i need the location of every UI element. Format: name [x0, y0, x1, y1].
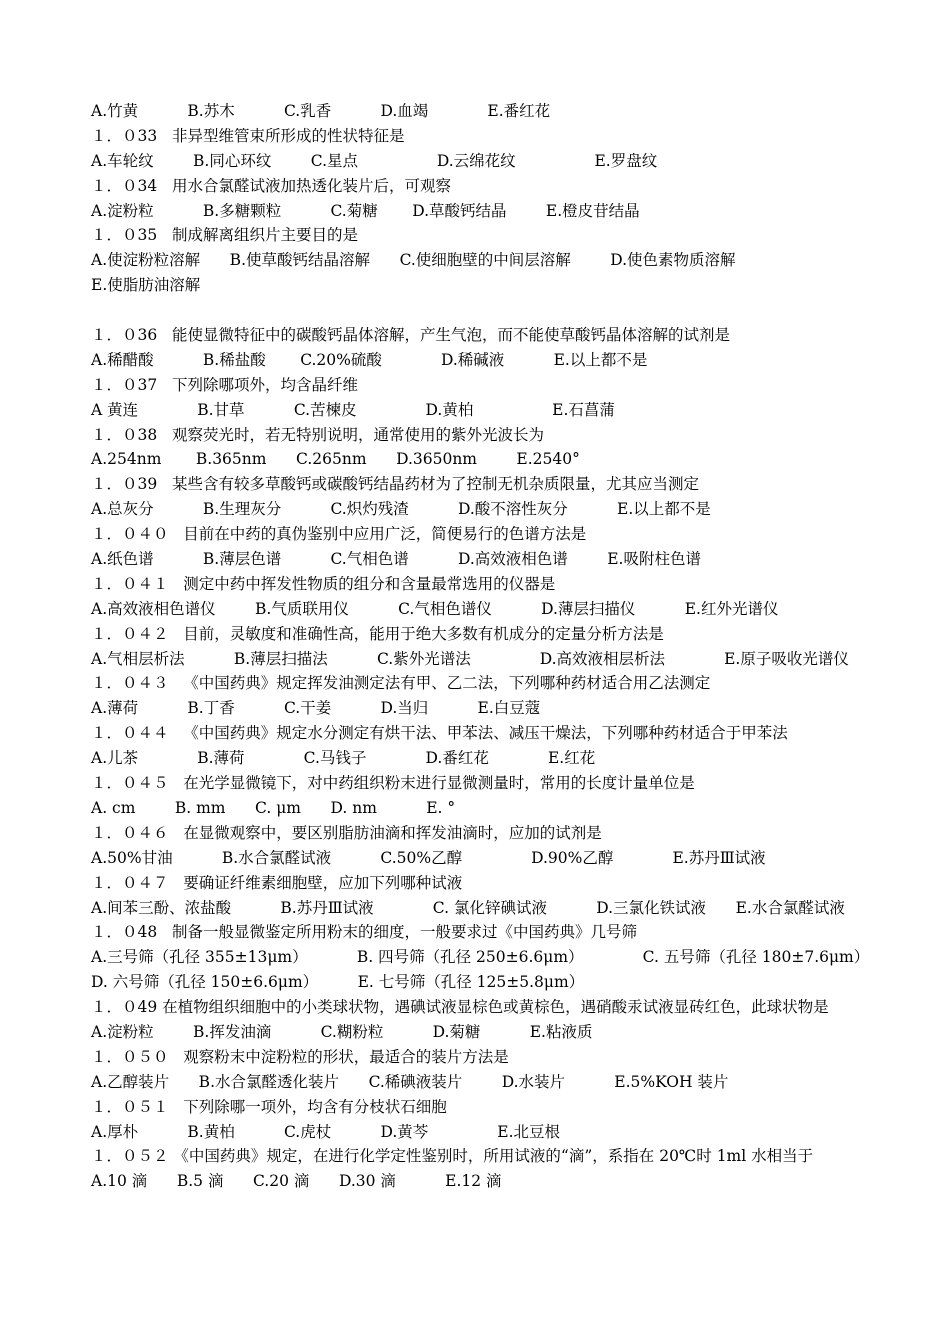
answer-options-035: A.使淀粉粒溶解 B.使草酸钙结晶溶解 C.使细胞壁的中间层溶解 D.使色素物质溶解 [91, 251, 736, 270]
answer-options-046: A.50%甘油 B.水合氯醛试液 C.50%乙醇 D.90%乙醇 E.苏丹Ⅲ试液 [91, 848, 766, 867]
question-047: １．０４７ 要确证纤维素细胞壁，应加下列哪种试液 [91, 873, 463, 892]
question-034: １．０34 用水合氯醛试液加热透化装片后，可观察 [91, 176, 452, 195]
answer-options-033: A.车轮纹 B.同心环纹 C.星点 D.云绵花纹 E.罗盘纹 [91, 151, 658, 170]
document-page [91, 99, 871, 1194]
question-044: １．０４４ 《中国药典》规定水分测定有烘干法、甲苯法、减压干燥法，下列哪种药材适合于甲苯法 [91, 724, 788, 743]
question-045: １．０４５ 在光学显微镜下，对中药组织粉末进行显微测量时，常用的长度计量单位是 [91, 774, 695, 793]
answer-options-035-cont: E.使脂肪油溶解 [91, 276, 201, 295]
question-037: １．０37 下列除哪项外，均含晶纤维 [91, 375, 359, 394]
answer-options-043: A.薄荷 B.丁香 C.干姜 D.当归 E.白豆蔻 [91, 699, 541, 718]
question-041: １．０４１ 测定中药中挥发性物质的组分和含量最常选用的仪器是 [91, 574, 556, 593]
question-033: １．０33 非异型维管束所形成的性状特征是 [91, 126, 405, 145]
question-051: １．０５１ 下列除哪一项外，均含有分枝状石细胞 [91, 1097, 447, 1116]
question-035: １．０35 制成解离组织片主要目的是 [91, 226, 359, 245]
question-036: １．０36 能使显微特征中的碳酸钙晶体溶解，产生气泡，而不能使草酸钙晶体溶解的试剂是 [91, 326, 731, 345]
answer-options-049: A.淀粉粒 B.挥发油滴 C.糊粉粒 D.菊糖 E.粘液质 [91, 1022, 593, 1041]
question-050: １．０５０ 观察粉末中淀粉粒的形状，最适合的装片方法是 [91, 1047, 509, 1066]
answer-options-051: A.厚朴 B.黄柏 C.虎杖 D.黄芩 E.北豆根 [91, 1122, 561, 1141]
question-038: １．０38 观察荧光时，若无特别说明，通常使用的紫外光波长为 [91, 425, 545, 444]
question-043: １．０４３ 《中国药典》规定挥发油测定法有甲、乙二法，下列哪种药材适合用乙法测定 [91, 674, 711, 693]
answer-options-042: A.气相层析法 B.薄层扫描法 C.紫外光谱法 D.高效液相层析法 E.原子吸收光谱仪 [91, 649, 849, 668]
answer-options-052: A.10 滴 B.5 滴 C.20 滴 D.30 滴 E.12 滴 [91, 1172, 502, 1191]
answer-options-037: A 黄连 B.甘草 C.苦楝皮 D.黄柏 E.石菖蒲 [91, 400, 615, 419]
question-046: １．０４６ 在显微观察中，要区别脂肪油滴和挥发油滴时，应加的试剂是 [91, 823, 602, 842]
answer-options-036: A.稀醋酸 B.稀盐酸 C.20%硫酸 D.稀碱液 E.以上都不是 [91, 350, 648, 369]
answer-options-048: A.三号筛（孔径 355±13μm） B. 四号筛（孔径 250±6.6μm） C. 五号筛（孔径 180±7.6μm） [91, 948, 870, 967]
question-042: １．０４２ 目前，灵敏度和准确性高，能用于绝大多数有机成分的定量分析方法是 [91, 624, 664, 643]
answer-options-044: A.儿茶 B.薄荷 C.马钱子 D.番红花 E.红花 [91, 749, 596, 768]
blank-line [91, 298, 871, 323]
answer-options-032: A.竹黄 B.苏木 C.乳香 D.血竭 E.番红花 [91, 102, 551, 120]
answer-options-045: A. cm B. mm C. μm D. nm E. ° [91, 798, 456, 817]
answer-options-038: A.254nm B.365nm C.265nm D.3650nm E.2540° [91, 450, 580, 469]
answer-options-041: A.高效液相色谱仪 B.气质联用仪 C.气相色谱仪 D.薄层扫描仪 E.红外光谱仪 [91, 599, 779, 618]
answer-options-047: A.间苯三酚、浓盐酸 B.苏丹Ⅲ试液 C. 氯化锌碘试液 D.三氯化铁试液 E.水合氯醛试液 [91, 898, 845, 917]
question-039: １．０39 某些含有较多草酸钙或碳酸钙结晶药材为了控制无机杂质限量，尤其应当测定 [91, 475, 700, 494]
answer-options-040: A.纸色谱 B.薄层色谱 C.气相色谱 D.高效液相色谱 E.吸附柱色谱 [91, 550, 701, 569]
answer-options-034: A.淀粉粒 B.多糖颗粒 C.菊糖 D.草酸钙结晶 E.橙皮苷结晶 [91, 201, 640, 220]
answer-options-039: A.总灰分 B.生理灰分 C.炽灼残渣 D.酸不溶性灰分 E.以上都不是 [91, 500, 711, 519]
question-040: １．０４０ 目前在中药的真伪鉴别中应用广泛，简便易行的色谱方法是 [91, 525, 587, 544]
question-052: １．０５２ 《中国药典》规定，在进行化学定性鉴别时，所用试液的“滴”，系指在 20℃时 1ml 水相当于 [91, 1147, 814, 1166]
answer-options-050: A.乙醇装片 B.水合氯醛透化装片 C.稀碘液装片 D.水装片 E.5%KOH 装片 [91, 1072, 729, 1091]
question-049: １．０49 在植物组织细胞中的小类球状物，遇碘试液显棕色或黄棕色，遇硝酸汞试液显砖红色，此球状物是 [91, 998, 829, 1017]
question-048: １．０48 制备一般显微鉴定所用粉末的细度，一般要求过《中国药典》几号筛 [91, 923, 638, 942]
answer-options-048-cont: D. 六号筛（孔径 150±6.6μm） E. 七号筛（孔径 125±5.8μm） [91, 973, 585, 992]
